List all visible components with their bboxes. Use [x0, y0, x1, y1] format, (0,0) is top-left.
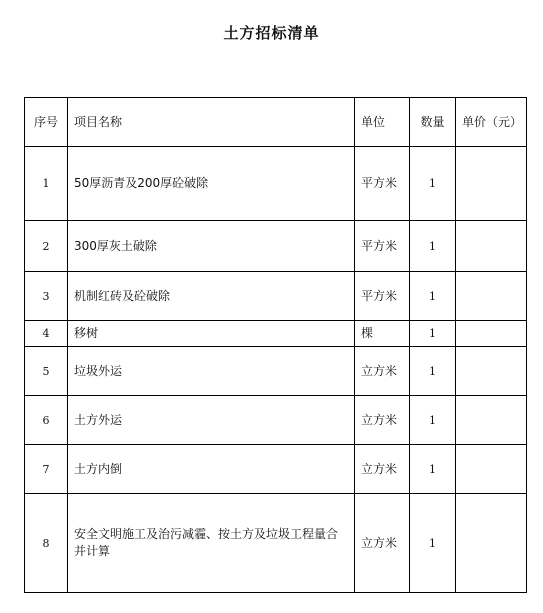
- row-quantity: 1: [410, 396, 456, 445]
- row-index: 3: [25, 272, 68, 321]
- row-item-name: 50厚沥青及200厚砼破除: [68, 147, 355, 221]
- document-title: 土方招标清单: [223, 24, 320, 42]
- row-unit-price[interactable]: [456, 321, 527, 347]
- row-item-name: 移树: [68, 321, 355, 347]
- row-unit: 平方米: [355, 147, 410, 221]
- table-row: [25, 321, 527, 347]
- header-item-name: 项目名称: [68, 98, 355, 147]
- row-index: 7: [25, 445, 68, 494]
- row-unit-price[interactable]: [456, 221, 527, 272]
- row-quantity: 1: [410, 347, 456, 396]
- row-unit: 平方米: [355, 272, 410, 321]
- table-row: [25, 396, 527, 445]
- row-index: 1: [25, 147, 68, 221]
- row-unit: 棵: [355, 321, 410, 347]
- table-header-row: [25, 98, 527, 147]
- row-item-name: 300厚灰土破除: [68, 221, 355, 272]
- header-quantity: 数量: [410, 98, 456, 147]
- header-index: 序号: [25, 98, 68, 147]
- row-unit: 平方米: [355, 221, 410, 272]
- row-item-name: 垃圾外运: [68, 347, 355, 396]
- row-unit: 立方米: [355, 347, 410, 396]
- row-index: 8: [25, 494, 68, 593]
- row-unit: 立方米: [355, 445, 410, 494]
- row-index: 5: [25, 347, 68, 396]
- row-unit-price[interactable]: [456, 147, 527, 221]
- header-unit: 单位: [355, 98, 410, 147]
- table-row: [25, 347, 527, 396]
- row-item-name: 安全文明施工及治污减霾、按土方及垃圾工程量合并计算: [68, 494, 355, 593]
- row-unit: 立方米: [355, 396, 410, 445]
- row-quantity: 1: [410, 494, 456, 593]
- row-item-name: 土方内倒: [68, 445, 355, 494]
- row-quantity: 1: [410, 445, 456, 494]
- row-unit: 立方米: [355, 494, 410, 593]
- row-unit-price[interactable]: [456, 494, 527, 593]
- table-row: [25, 272, 527, 321]
- row-item-name: 机制红砖及砼破除: [68, 272, 355, 321]
- row-item-name: 土方外运: [68, 396, 355, 445]
- table-row: [25, 445, 527, 494]
- row-index: 4: [25, 321, 68, 347]
- row-quantity: 1: [410, 321, 456, 347]
- row-unit-price[interactable]: [456, 445, 527, 494]
- header-unit-price: 单价（元）: [456, 98, 527, 147]
- row-quantity: 1: [410, 221, 456, 272]
- row-unit-price[interactable]: [456, 347, 527, 396]
- row-index: 2: [25, 221, 68, 272]
- row-unit-price[interactable]: [456, 272, 527, 321]
- row-quantity: 1: [410, 272, 456, 321]
- row-index: 6: [25, 396, 68, 445]
- table-row: [25, 147, 527, 221]
- table-row: [25, 494, 527, 593]
- row-quantity: 1: [410, 147, 456, 221]
- row-unit-price[interactable]: [456, 396, 527, 445]
- bid-table: [24, 97, 527, 593]
- table-row: [25, 221, 527, 272]
